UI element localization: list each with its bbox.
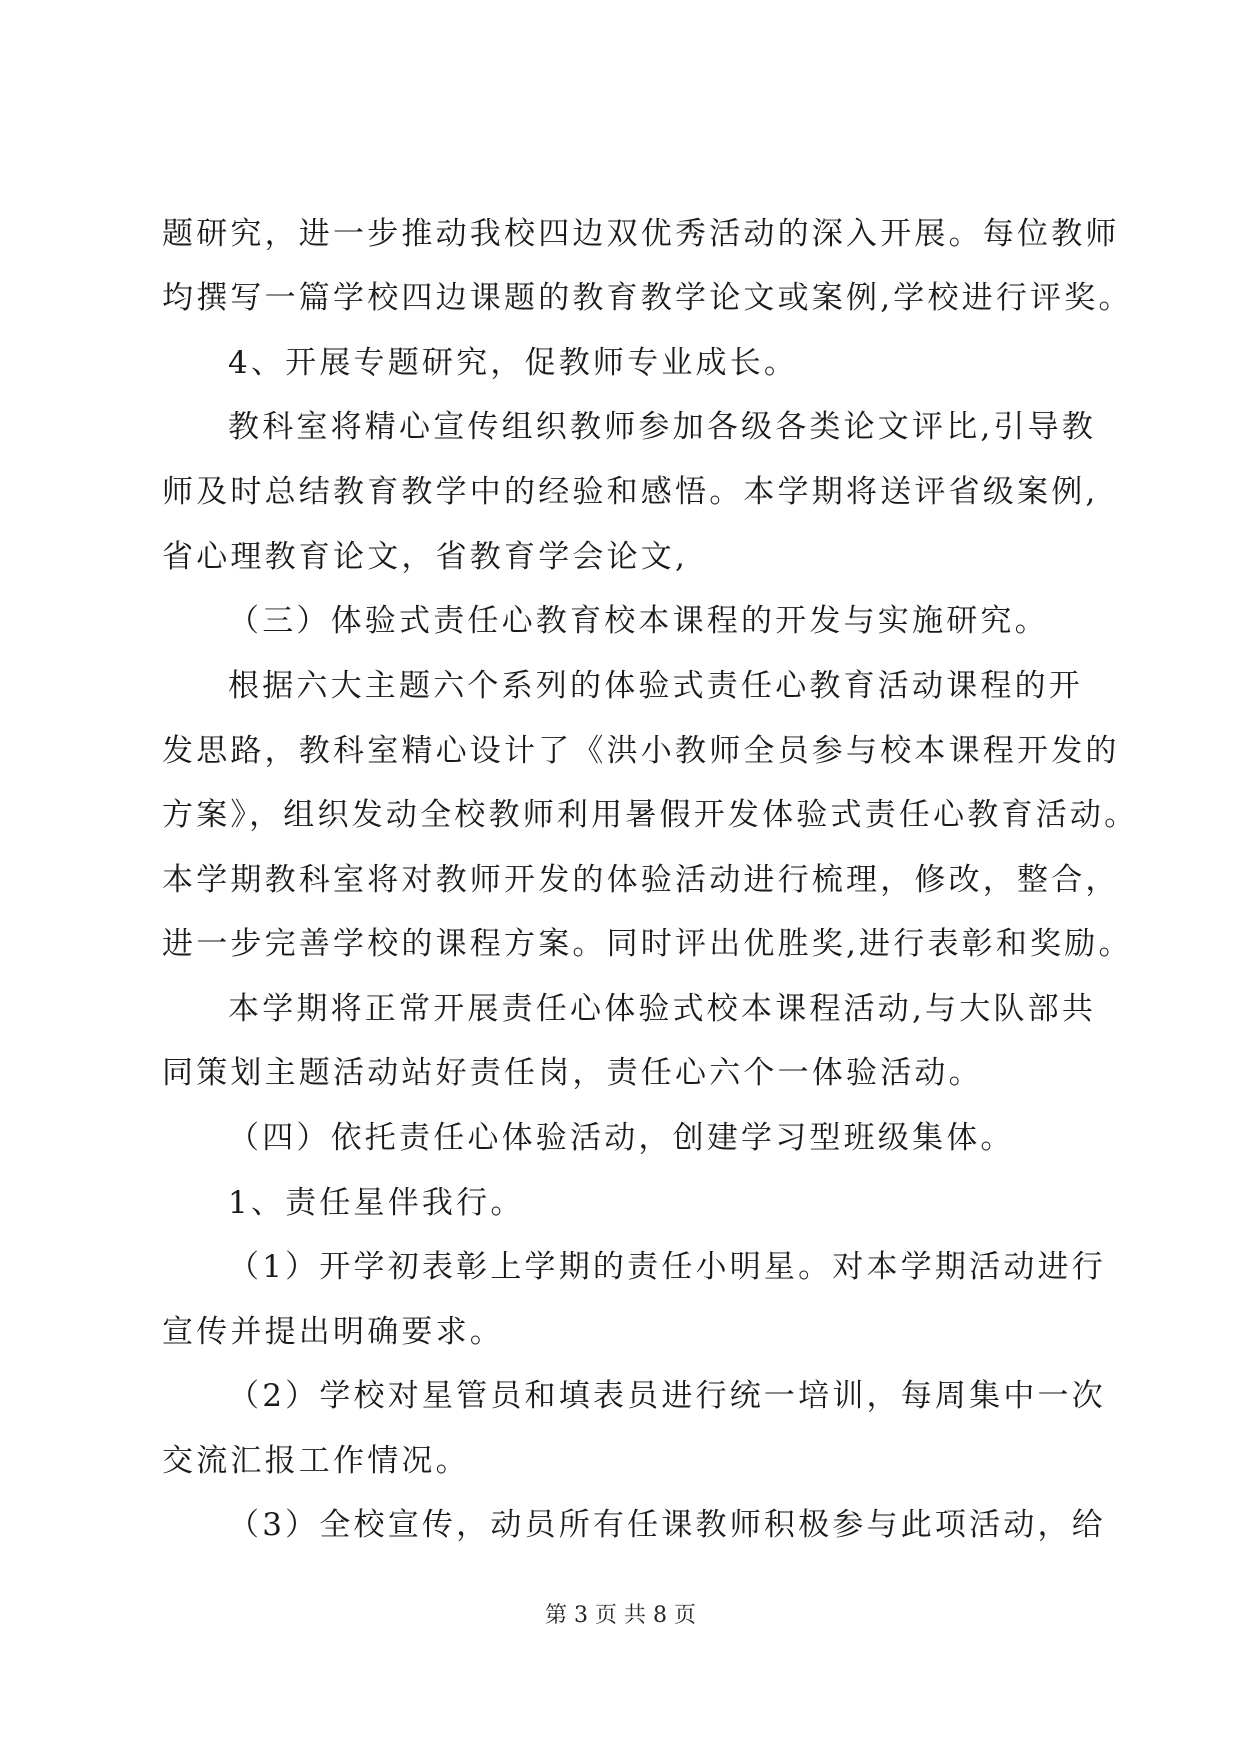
paragraph-line: 交流汇报工作情况。	[162, 1443, 470, 1479]
section-heading: 1、责任星伴我行。	[228, 1185, 525, 1221]
paragraph-line: 教科室将精心宣传组织教师参加各级各类论文评比,引导教	[228, 409, 1097, 445]
paragraph-line: 宣传并提出明确要求。	[162, 1314, 504, 1350]
paragraph-line: 本学期将正常开展责任心体验式校本课程活动,与大队部共	[228, 991, 1097, 1027]
section-heading: （四）依托责任心体验活动，创建学习型班级集体。	[228, 1120, 1015, 1156]
section-heading: （三）体验式责任心教育校本课程的开发与实施研究。	[228, 603, 1049, 639]
paragraph-line: 方案》，组织发动全校教师利用暑假开发体验式责任心教育活动。	[162, 797, 1139, 833]
paragraph-line: 题研究，进一步推动我校四边双优秀活动的深入开展。每位教师	[162, 216, 1120, 252]
paragraph-line: （3）全校宣传，动员所有任课教师积极参与此项活动，给	[228, 1507, 1106, 1543]
page-number-footer: 第 3 页 共 8 页	[545, 1603, 696, 1628]
paragraph-line: 本学期教科室将对教师开发的体验活动进行梳理，修改，整合，	[162, 862, 1120, 898]
paragraph-line: （2）学校对星管员和填表员进行统一培训，每周集中一次	[228, 1378, 1106, 1414]
paragraph-line: 省心理教育论文，省教育学会论文,	[162, 539, 689, 575]
section-heading: 4、开展专题研究，促教师专业成长。	[228, 345, 799, 381]
paragraph-line: 发思路，教科室精心设计了《洪小教师全员参与校本课程开发的	[162, 733, 1120, 769]
paragraph-line: 师及时总结教育教学中的经验和感悟。本学期将送评省级案例,	[162, 474, 1099, 510]
paragraph-line: 均撰写一篇学校四边课题的教育教学论文或案例,学校进行评奖。	[162, 280, 1133, 316]
paragraph-line: 根据六大主题六个系列的体验式责任心教育活动课程的开	[228, 668, 1083, 704]
paragraph-line: （1）开学初表彰上学期的责任小明星。对本学期活动进行	[228, 1249, 1106, 1285]
paragraph-line: 进一步完善学校的课程方案。同时评出优胜奖,进行表彰和奖励。	[162, 926, 1133, 962]
paragraph-line: 同策划主题活动站好责任岗，责任心六个一体验活动。	[162, 1055, 983, 1091]
